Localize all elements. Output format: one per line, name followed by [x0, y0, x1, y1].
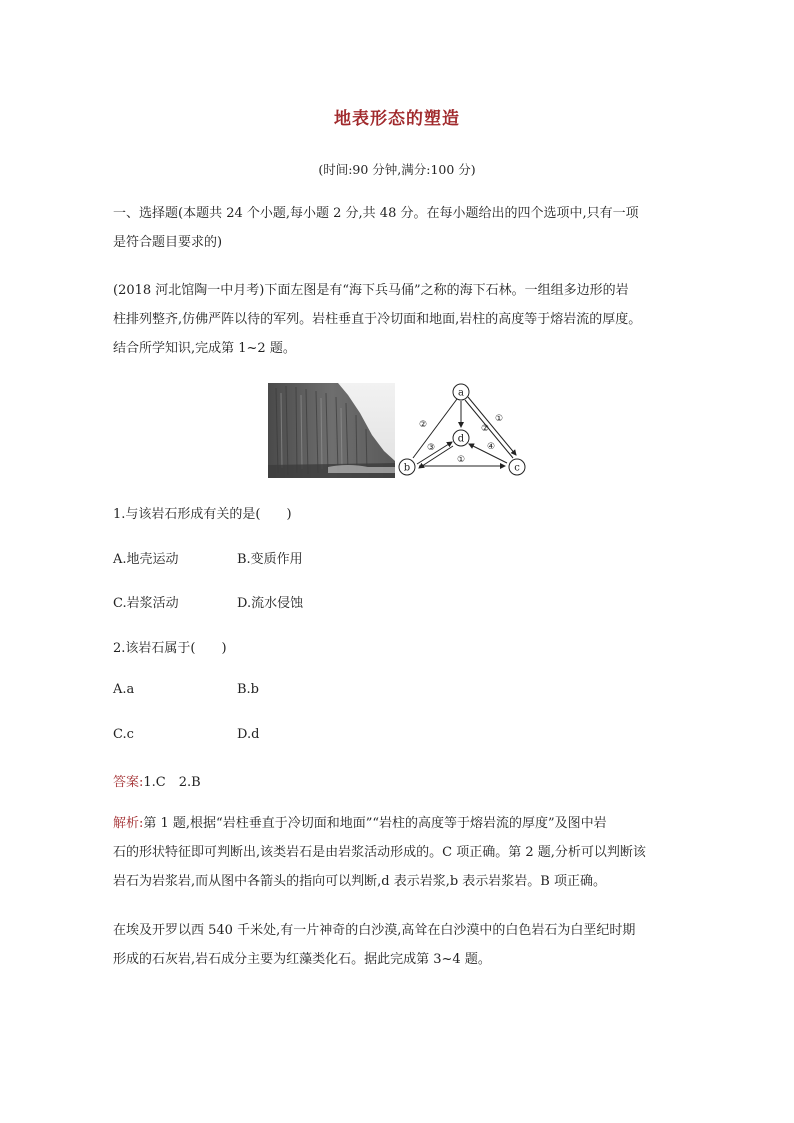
answer-text: 1.C 2.B	[143, 775, 201, 790]
answer-line	[113, 771, 201, 790]
question-1-stem: 1.与该岩石形成有关的是( )	[113, 507, 292, 522]
node-label: c	[514, 462, 520, 474]
arrow-label: ③	[426, 443, 436, 453]
sea-stone-forest-photo	[268, 383, 395, 478]
analysis-line	[113, 809, 685, 838]
section-line: 一、选择题(本题共 24 个小题,每小题 2 分,共 48 分。在每小题给出的四个选项中,只有一项	[113, 206, 639, 221]
passage-line: 形成的石灰岩,岩石成分主要为红藻类化石。据此完成第 3~4 题。	[113, 952, 491, 967]
answer-label: 答案:	[113, 775, 144, 790]
analysis-line: 岩石为岩浆岩,而从图中各箭头的指向可以判断,d 表示岩浆,b 表示岩浆岩。B 项正确。	[113, 874, 606, 889]
intro-line: (2018 河北馆陶一中月考)下面左图是有“海下兵马俑”之称的海下石林。一组组多边形的岩	[113, 283, 629, 298]
arrow-label: ②	[480, 424, 490, 434]
q1-option-c: C.岩浆活动	[113, 596, 179, 611]
intro-paragraph	[113, 276, 685, 363]
node-label: b	[403, 462, 411, 474]
arrow-label: ②	[418, 420, 428, 430]
passage-line: 在埃及开罗以西 540 千米处,有一片神奇的白沙漠,高耸在白沙漠中的白色岩石为白垩纪时期	[113, 923, 636, 938]
analysis-text: 第 1 题,根据“岩柱垂直于冷切面和地面”“岩柱的高度等于熔岩流的厚度”及图中岩	[143, 816, 607, 831]
question-2-stem: 2.该岩石属于( )	[113, 641, 227, 656]
q2-option-c: C.c	[113, 727, 134, 742]
intro-line: 柱排列整齐,仿佛严阵以待的军列。岩柱垂直于冷切面和地面,岩柱的高度等于熔岩流的厚度。	[113, 312, 642, 327]
q2-option-b: B.b	[237, 682, 260, 697]
analysis-label: 解析:	[113, 816, 144, 831]
arrow-label: ①	[456, 455, 466, 465]
section-heading	[113, 199, 685, 257]
page-title: 地表形态的塑造	[334, 109, 460, 129]
node-label: d	[457, 433, 465, 445]
node-label: a	[458, 387, 464, 399]
exam-info: (时间:90 分钟,满分:100 分)	[318, 162, 476, 177]
q1-option-d: D.流水侵蚀	[237, 596, 304, 611]
q1-option-a: A.地壳运动	[113, 552, 179, 567]
rock-cycle-diagram	[395, 380, 535, 480]
q2-option-d: D.d	[237, 727, 260, 742]
q1-option-b: B.变质作用	[237, 552, 303, 567]
q2-option-a: A.a	[113, 682, 135, 697]
arrow-label: ①	[494, 414, 504, 424]
arrow-label: ④	[486, 442, 496, 452]
section-line: 是符合题目要求的)	[113, 235, 223, 250]
intro-line: 结合所学知识,完成第 1~2 题。	[113, 341, 296, 356]
next-passage	[113, 916, 685, 974]
analysis-line: 石的形状特征即可判断出,该类岩石是由岩浆活动形成的。C 项正确。第 2 题,分析可以判断该	[113, 845, 646, 860]
analysis-paragraph	[113, 809, 685, 896]
